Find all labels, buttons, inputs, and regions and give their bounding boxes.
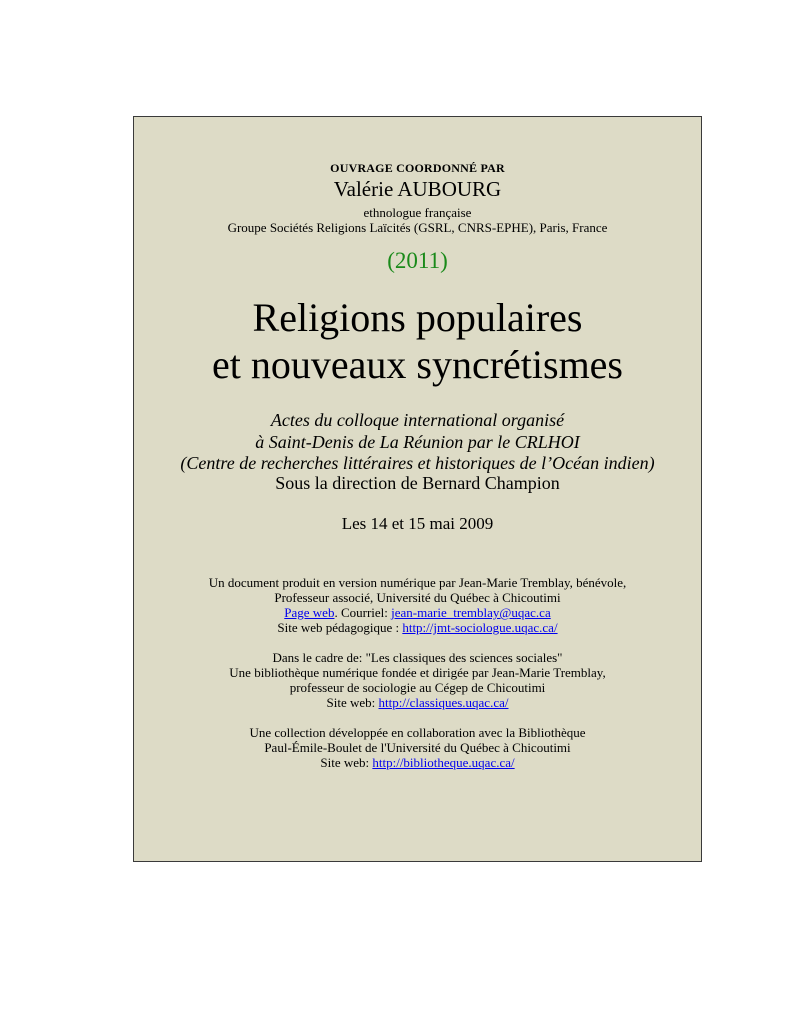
bibliotheque-site-link[interactable]: http://bibliotheque.uqac.ca/ xyxy=(372,755,515,770)
email-link[interactable]: jean-marie_tremblay@uqac.ca xyxy=(391,605,551,620)
bibliotheque-site-line xyxy=(134,755,701,770)
position-line: Professeur associé, Université du Québec à Chicoutimi xyxy=(274,590,561,605)
classiques-site-link[interactable]: http://classiques.uqac.ca/ xyxy=(378,695,509,710)
publication-year: (2011) xyxy=(387,248,448,273)
subtitle-line-1: Actes du colloque international organisé xyxy=(270,410,565,430)
context-line: Dans le cadre de: "Les classiques des sciences sociales" xyxy=(272,650,563,665)
collaboration-line-2: Paul-Émile-Boulet de l'Université du Québec à Chicoutimi xyxy=(264,740,571,755)
author-name: Valérie AUBOURG xyxy=(333,177,502,201)
produced-by-line: Un document produit en version numérique par Jean-Marie Tremblay, bénévole, xyxy=(208,575,627,590)
subtitle-line-2: à Saint-Denis de La Réunion par le CRLHOI xyxy=(255,432,580,452)
contact-line xyxy=(134,605,701,620)
subtitle-line-3: (Centre de recherches littéraires et historiques de l’Océan indien) xyxy=(180,453,655,473)
page-web-link[interactable]: Page web xyxy=(284,605,335,620)
pedagogical-site-label: Site web pédagogique : xyxy=(277,620,403,635)
colloquium-dates: Les 14 et 15 mai 2009 xyxy=(341,514,494,533)
book-title-line-1: Religions populaires xyxy=(252,295,583,340)
classiques-site-label: Site web: xyxy=(326,695,379,710)
coordinated-by-label: OUVRAGE COORDONNÉ PAR xyxy=(330,161,505,175)
cover-panel xyxy=(133,116,702,862)
classiques-site-line xyxy=(134,695,701,710)
library-line: Une bibliothèque numérique fondée et dirigée par Jean-Marie Tremblay, xyxy=(229,665,606,680)
bibliotheque-site-label: Site web: xyxy=(320,755,373,770)
pedagogical-site-link[interactable]: http://jmt-sociologue.uqac.ca/ xyxy=(402,620,558,635)
professor-line: professeur de sociologie au Cégep de Chicoutimi xyxy=(289,680,546,695)
author-affiliation: Groupe Sociétés Religions Laïcités (GSRL, CNRS-EPHE), Paris, France xyxy=(227,220,608,235)
pedagogical-site-line xyxy=(134,620,701,635)
book-title-line-2: et nouveaux syncrétismes xyxy=(212,342,623,387)
author-role: ethnologue française xyxy=(363,205,472,220)
director-line: Sous la direction de Bernard Champion xyxy=(275,473,560,493)
collaboration-line-1: Une collection développée en collaboration avec la Bibliothèque xyxy=(249,725,586,740)
email-label: . Courriel: xyxy=(334,605,392,620)
